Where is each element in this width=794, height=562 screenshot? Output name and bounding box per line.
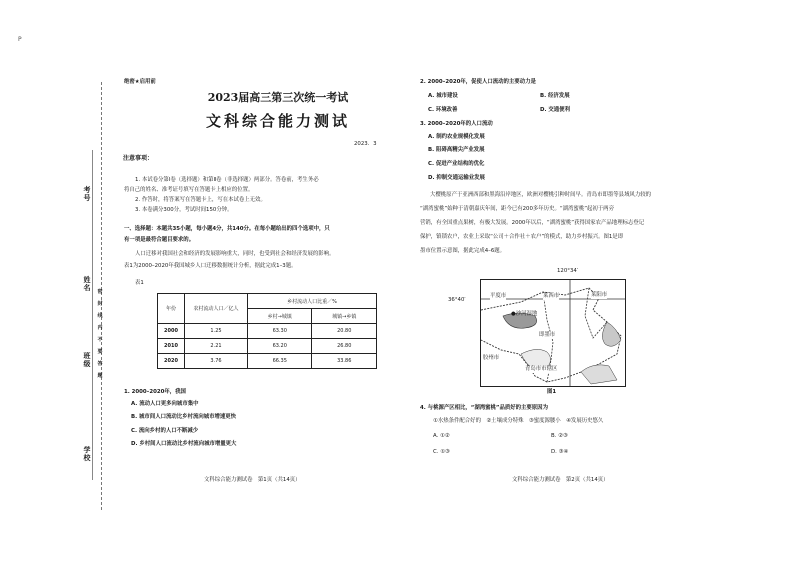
question-2-option-b[interactable]: B. 经济发展 bbox=[540, 93, 570, 99]
cut-char: 密 bbox=[97, 289, 103, 295]
table-header-cell: 城镇→乡镇 bbox=[312, 309, 377, 324]
table-header-cell: 乡村→城镇 bbox=[248, 309, 312, 324]
table-cell: 26.80 bbox=[312, 339, 377, 354]
table-header-cell: 乡村流动人口比重／% bbox=[248, 294, 377, 309]
notice-heading: 注意事项： bbox=[123, 155, 154, 162]
section-heading: 有一项是最符合题目要求的。 bbox=[124, 237, 195, 243]
notice-line: 3. 本卷满分300分，考试时间150分钟。 bbox=[135, 207, 233, 213]
table-caption: 表1 bbox=[135, 280, 144, 286]
material-line: 墨市位置示意图，据此完成4–6题。 bbox=[420, 248, 506, 254]
question-3-stem: 3. 2000–2020年的人口流动 bbox=[420, 121, 493, 127]
question-4-option-b[interactable]: B. ②③ bbox=[551, 433, 568, 439]
question-4-stem: 4. 与桃源产区相比，“湖湾蜜桃”品质好的主要原因为 bbox=[420, 405, 548, 411]
notice-line: 2. 作答时，将答案写在答题卡上，写在本试卷上无效。 bbox=[135, 197, 266, 203]
gutter-label-class: 班级 bbox=[83, 352, 91, 368]
cut-char: 内 bbox=[97, 325, 103, 331]
question-4-option-d[interactable]: D. ③④ bbox=[551, 449, 569, 455]
question-4-option-c[interactable]: C. ①③ bbox=[433, 449, 450, 455]
corner-mark: P bbox=[18, 36, 22, 43]
question-3-option-d[interactable]: D. 抑制交通运输业发展 bbox=[428, 175, 485, 181]
table-cell: 1.25 bbox=[185, 324, 248, 339]
table-cell: 66.35 bbox=[248, 354, 312, 369]
table-cell: 3.76 bbox=[185, 354, 248, 369]
gutter-label-school: 学校 bbox=[83, 446, 91, 462]
table-cell: 2020 bbox=[158, 354, 185, 369]
sea-shape bbox=[581, 365, 617, 384]
question-2-option-a[interactable]: A. 城市建设 bbox=[428, 93, 458, 99]
question-2-stem: 2. 2000–2020年，促使人口流动的主要动力是 bbox=[420, 79, 536, 85]
question-4-option-a[interactable]: A. ①② bbox=[433, 433, 450, 439]
exam-date: 2023．3 bbox=[354, 141, 377, 147]
bay-shape bbox=[602, 322, 621, 346]
section-heading: 一、选择题：本题共35小题，每小题4分，共140分。在每小题给出的四个选项中，只 bbox=[124, 226, 330, 232]
question-1-stem: 1. 2000–2020年，我国 bbox=[124, 389, 186, 395]
migration-table bbox=[157, 293, 377, 369]
cut-line bbox=[101, 82, 102, 510]
map-place-label: 莱西市 bbox=[543, 293, 560, 299]
material-line: “湖湾蜜桃”始种于清朝嘉庆年间，距今已有200多年历史。“湖湾蜜桃”起初于两旁 bbox=[420, 206, 614, 212]
table-cell: 20.80 bbox=[312, 324, 377, 339]
cut-char: 封 bbox=[97, 301, 103, 307]
gutter-label-name: 姓名 bbox=[83, 276, 91, 292]
material-line: 人口迁移对我国社会和经济的发展影响重大，同时，也受到社会和经济发展的影响。 bbox=[135, 251, 335, 257]
map-longitude-label: 120°34′ bbox=[557, 268, 579, 274]
map-water-label: ●沙河湿地 bbox=[511, 311, 538, 317]
question-2-option-c[interactable]: C. 环境改善 bbox=[428, 107, 458, 113]
table-cell: 2010 bbox=[158, 339, 185, 354]
material-line: 大樱桃原产于亚洲西部和黑海沿岸地区，欧洲对樱桃引种时间早。青岛市即墨等县域风力较的 bbox=[430, 192, 652, 198]
material-line: 保护，镇锁农户，农业上采取“公司＋合作社＋农户”的模式，助力乡村振兴。图1是即 bbox=[420, 234, 624, 240]
question-1-option-b[interactable]: B. 城市间人口流动比乡村流向城市增速更快 bbox=[131, 414, 237, 420]
question-3-option-b[interactable]: B. 阻碍高精尖产业发展 bbox=[428, 147, 485, 153]
cut-char: 要 bbox=[97, 349, 103, 355]
table-cell: 2000 bbox=[158, 324, 185, 339]
question-3-option-c[interactable]: C. 促进产业结构的优化 bbox=[428, 161, 485, 167]
map-place-label: 即墨市 bbox=[539, 332, 556, 338]
table-header-cell: 年份 bbox=[158, 294, 185, 324]
table-row bbox=[158, 354, 377, 369]
cut-char: 题 bbox=[97, 373, 103, 379]
page-footer: 文科综合能力测试卷 第2页（共14页） bbox=[512, 477, 609, 483]
table-row bbox=[158, 324, 377, 339]
notice-line: 1. 本试卷分第Ⅰ卷（选择题）和第Ⅱ卷（非选择题）两部分。答卷前，考生务必 bbox=[135, 177, 319, 183]
notice-line: 将自己的姓名、准考证号填写在答题卡上相应的位置。 bbox=[124, 187, 254, 193]
question-1-option-a[interactable]: A. 流动人口更多向城市集中 bbox=[131, 401, 199, 407]
question-1-option-d[interactable]: D. 乡村间人口流动比乡村流向城市增量更大 bbox=[131, 441, 237, 447]
table-header-row bbox=[158, 294, 377, 309]
map-place-label: 莱阳市 bbox=[591, 292, 608, 298]
map-latitude-label: 36°40′ bbox=[448, 297, 466, 303]
map-place-label: 青岛市市辖区 bbox=[525, 366, 558, 372]
map-caption: 图1 bbox=[547, 389, 557, 395]
question-1-option-c[interactable]: C. 流向乡村的人口不断减少 bbox=[131, 428, 199, 434]
table-cell: 63.20 bbox=[248, 339, 312, 354]
fill-in-line bbox=[92, 150, 93, 480]
table-cell: 2.21 bbox=[185, 339, 248, 354]
cut-char: 答 bbox=[97, 361, 103, 367]
map-place-label: 胶州市 bbox=[483, 355, 500, 361]
confidential-label: 绝密★启用前 bbox=[124, 79, 156, 85]
exam-title: 2023届高三第三次统一考试 bbox=[207, 91, 349, 104]
location-map bbox=[480, 279, 626, 387]
table-header-cell: 农村流动人口／亿人 bbox=[185, 294, 248, 324]
gutter-label-exam-number: 考号 bbox=[83, 186, 91, 202]
page-footer: 文科综合能力测试卷 第1页（共14页） bbox=[204, 477, 301, 483]
table-row bbox=[158, 339, 377, 354]
question-4-statements: ①水热条件配合好的 ②土壤成分特殊 ③蜜度源腰小 ④发展历史悠久 bbox=[433, 418, 604, 424]
cut-char: 线 bbox=[97, 313, 103, 319]
material-line: 表1为2000–2020年我国城乡人口迁移数据统计分析，据此完成1–3题。 bbox=[124, 263, 297, 269]
table-cell: 33.86 bbox=[312, 354, 377, 369]
cut-char: 不 bbox=[97, 337, 103, 343]
question-3-option-a[interactable]: A. 制约农业规模化发展 bbox=[428, 134, 485, 140]
material-line: 营销，有全国重点果树，有极大发展。2000年以后，“湖湾蜜桃”获得国家农产品地理标志登记 bbox=[420, 220, 645, 226]
exam-subject: 文科综合能力测试 bbox=[205, 112, 350, 130]
table-cell: 63.30 bbox=[248, 324, 312, 339]
question-2-option-d[interactable]: D. 交通便利 bbox=[540, 107, 570, 113]
map-place-label: 平度市 bbox=[490, 293, 507, 299]
